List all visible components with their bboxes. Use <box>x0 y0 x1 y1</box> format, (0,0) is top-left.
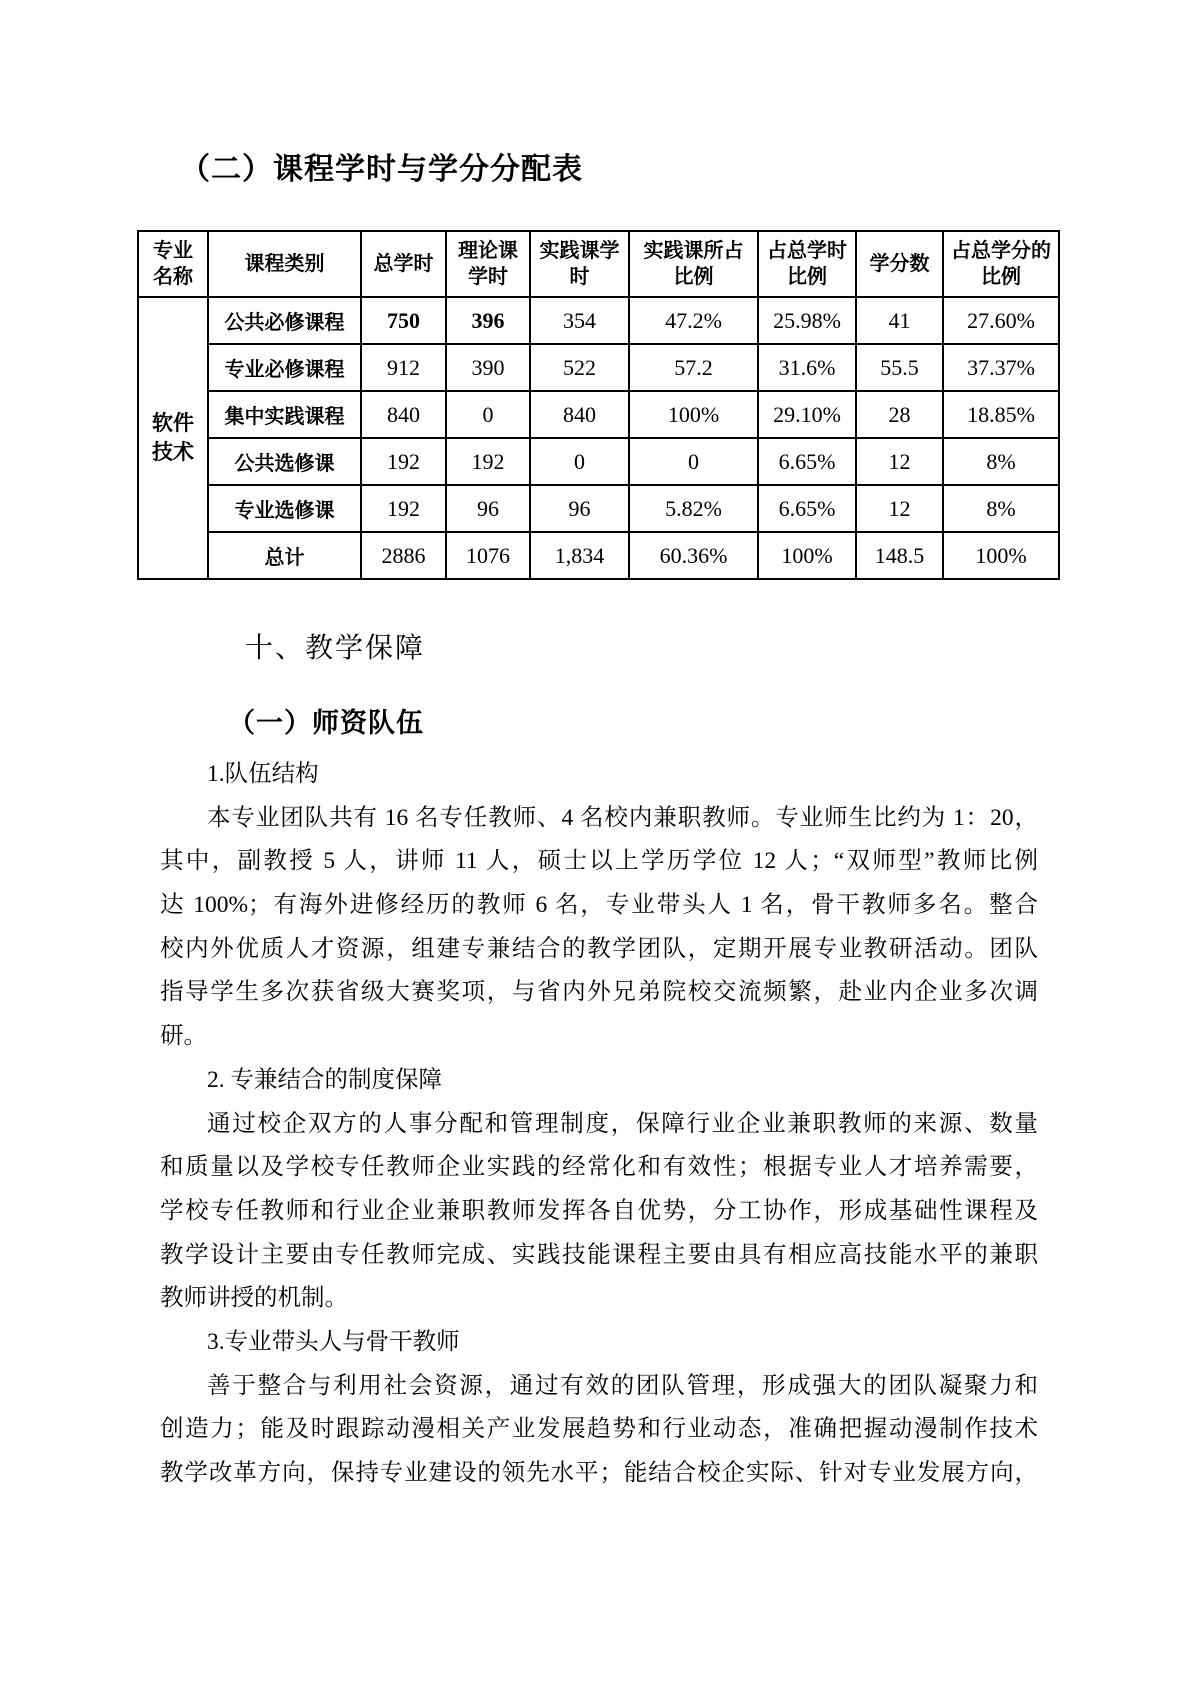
cell-total-hours-pct: 6.65% <box>758 438 856 485</box>
cell-practice-hours: 0 <box>530 438 629 485</box>
cell-credits-pct: 8% <box>943 438 1059 485</box>
body-text-block <box>160 753 1038 1496</box>
cell-practice-pct: 0 <box>629 438 758 485</box>
table-row <box>138 344 1059 391</box>
col-header-theory-hours: 理论课学时 <box>446 231 530 297</box>
cell-credits: 28 <box>856 391 943 438</box>
body-line: 指导学生多次获省级大赛奖项，与省内外兄弟院校交流频繁，赴业内企业多次调 <box>160 979 1038 1006</box>
table-header-row <box>138 231 1059 297</box>
col-header-total-hours: 总学时 <box>361 231 446 297</box>
cell-category: 专业必修课程 <box>208 344 361 391</box>
body-line: 通过校企双方的人事分配和管理制度，保障行业企业兼职教师的来源、数量 <box>207 1110 1038 1137</box>
cell-practice-pct: 100% <box>629 391 758 438</box>
cell-theory-hours: 396 <box>446 297 530 344</box>
cell-credits-pct: 18.85% <box>943 391 1059 438</box>
cell-practice-hours: 522 <box>530 344 629 391</box>
table-row-total <box>138 532 1059 579</box>
cell-total-hours: 192 <box>361 485 446 532</box>
body-line: 校内外优质人才资源，组建专兼结合的教学团队，定期开展专业教研活动。团队 <box>160 935 1038 962</box>
cell-category: 公共选修课 <box>208 438 361 485</box>
col-header-credits-pct: 占总学分的比例 <box>943 231 1059 297</box>
cell-practice-pct: 5.82% <box>629 485 758 532</box>
body-line: 学校专任教师和行业企业兼职教师发挥各自优势，分工协作，形成基础性课程及 <box>160 1197 1038 1224</box>
cell-total-hours: 2886 <box>361 532 446 579</box>
cell-category: 集中实践课程 <box>208 391 361 438</box>
cell-practice-hours: 96 <box>530 485 629 532</box>
cell-practice-hours: 1,834 <box>530 532 629 579</box>
body-line: 教师讲授的机制。 <box>160 1285 348 1312</box>
body-line: 教学设计主要由专任教师完成、实践技能课程主要由具有相应高技能水平的兼职 <box>160 1241 1038 1268</box>
body-line: 1.队伍结构 <box>207 761 319 787</box>
cell-category: 公共必修课程 <box>208 297 361 344</box>
body-line: 本专业团队共有 16 名专任教师、4 名校内兼职教师。专业师生比约为 1：20， <box>207 804 1038 831</box>
body-line: 教学改革方向，保持专业建设的领先水平；能结合校企实际、针对专业发展方向， <box>160 1460 1038 1486</box>
cell-credits-pct: 100% <box>943 532 1059 579</box>
body-line: 3.专业带头人与骨干教师 <box>207 1328 460 1355</box>
cell-credits: 148.5 <box>856 532 943 579</box>
cell-credits-pct: 37.37% <box>943 344 1059 391</box>
table-row <box>138 485 1059 532</box>
cell-credits: 41 <box>856 297 943 344</box>
col-header-credits: 学分数 <box>856 231 943 297</box>
cell-practice-hours: 354 <box>530 297 629 344</box>
cell-total-hours-pct: 6.65% <box>758 485 856 532</box>
section-heading-course-hours-credits: （二）课程学时与学分分配表 <box>180 153 583 186</box>
col-header-course-category: 课程类别 <box>208 231 361 297</box>
cell-total-hours: 192 <box>361 438 446 485</box>
cell-total-hours: 840 <box>361 391 446 438</box>
table-row <box>138 391 1059 438</box>
table-row <box>138 438 1059 485</box>
course-hours-credits-table <box>137 230 1060 580</box>
cell-practice-pct: 47.2% <box>629 297 758 344</box>
cell-theory-hours: 0 <box>446 391 530 438</box>
body-line: 2. 专兼结合的制度保障 <box>207 1066 442 1093</box>
cell-practice-pct: 60.36% <box>629 532 758 579</box>
body-line: 达 100%；有海外进修经历的教师 6 名，专业带头人 1 名，骨干教师多名。整合 <box>160 892 1038 919</box>
cell-total-hours-pct: 100% <box>758 532 856 579</box>
col-header-major-name: 专业名称 <box>138 231 208 297</box>
cell-total-hours-pct: 25.98% <box>758 297 856 344</box>
cell-category: 专业选修课 <box>208 485 361 532</box>
body-line: 和质量以及学校专任教师企业实践的经常化和有效性；根据专业人才培养需要， <box>160 1154 1038 1181</box>
cell-credits: 12 <box>856 485 943 532</box>
body-line: 善于整合与利用社会资源，通过有效的团队管理，形成强大的团队凝聚力和 <box>207 1372 1038 1399</box>
cell-theory-hours: 192 <box>446 438 530 485</box>
cell-total-hours-pct: 29.10% <box>758 391 856 438</box>
body-line: 创造力；能及时跟踪动漫相关产业发展趋势和行业动态，准确把握动漫制作技术 <box>160 1416 1038 1443</box>
cell-total-hours-pct: 31.6% <box>758 344 856 391</box>
subsection-heading-faculty-team: （一）师资队伍 <box>228 708 424 738</box>
col-header-practice-pct: 实践课所占比例 <box>629 231 758 297</box>
cell-practice-pct: 57.2 <box>629 344 758 391</box>
cell-credits: 55.5 <box>856 344 943 391</box>
cell-total-hours: 912 <box>361 344 446 391</box>
table-row <box>138 297 1059 344</box>
cell-credits-pct: 27.60% <box>943 297 1059 344</box>
major-name-cell: 软件技术 <box>138 297 208 579</box>
section-heading-teaching-support: 十、教学保障 <box>245 632 426 663</box>
cell-credits-pct: 8% <box>943 485 1059 532</box>
cell-theory-hours: 96 <box>446 485 530 532</box>
cell-category: 总计 <box>208 532 361 579</box>
col-header-total-hours-pct: 占总学时比例 <box>758 231 856 297</box>
cell-theory-hours: 1076 <box>446 532 530 579</box>
cell-practice-hours: 840 <box>530 391 629 438</box>
cell-total-hours: 750 <box>361 297 446 344</box>
cell-credits: 12 <box>856 438 943 485</box>
cell-theory-hours: 390 <box>446 344 530 391</box>
body-line: 其中，副教授 5 人，讲师 11 人，硕士以上学历学位 12 人；“双师型”教师比例 <box>160 848 1038 875</box>
body-line: 研。 <box>160 1023 207 1050</box>
col-header-practice-hours: 实践课学时 <box>530 231 629 297</box>
